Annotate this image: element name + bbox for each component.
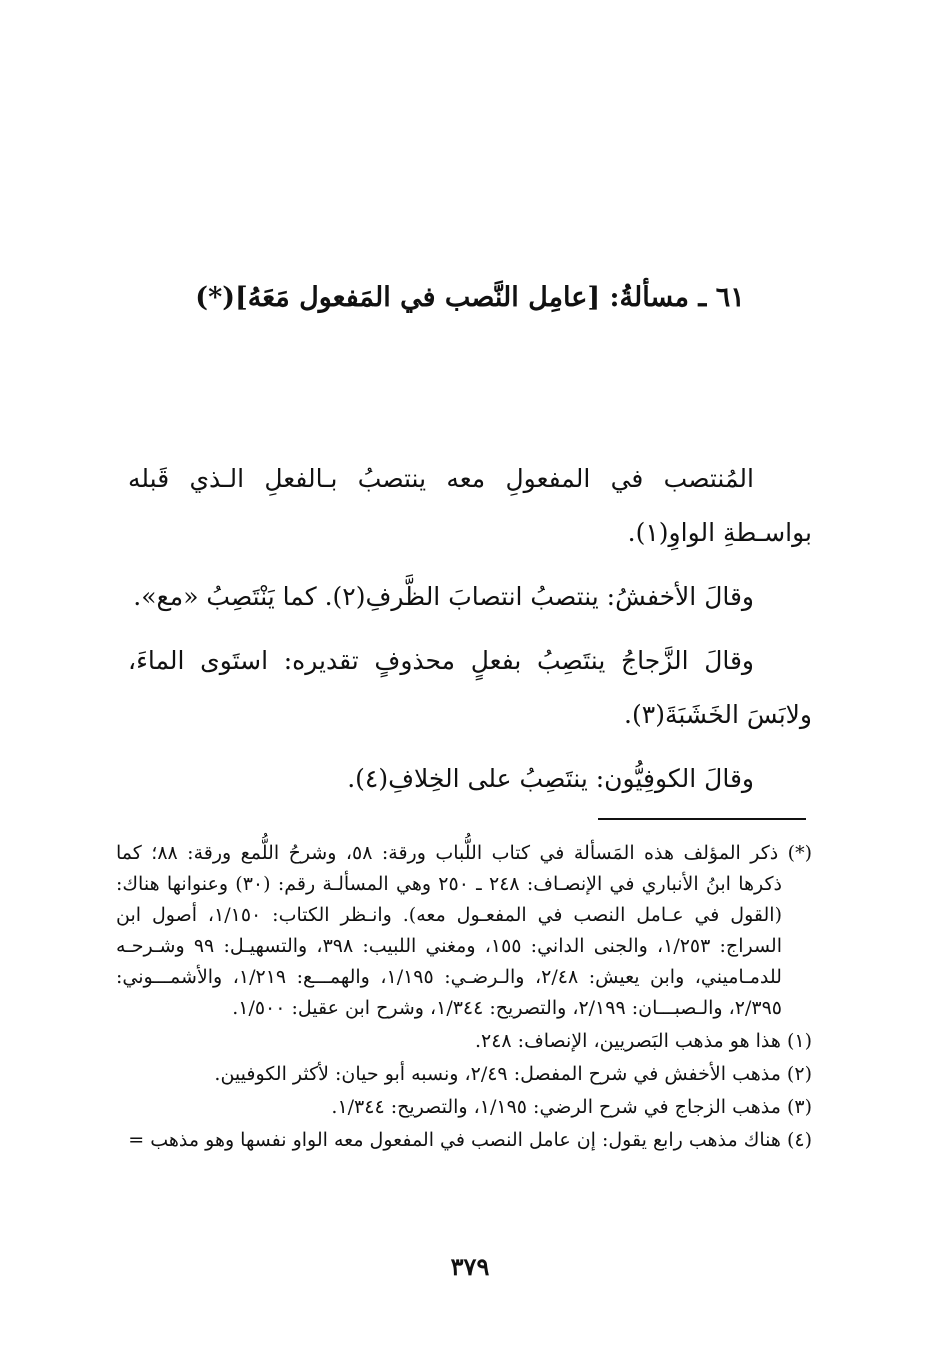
- paragraph-3: وقالَ الزَّجاجُ ينتَصِبُ بفعلٍ محذوفٍ تقديره: استَوى الماءَ، ولابَسَ الخَشَبَةَ(٣).: [128, 646, 812, 729]
- section-title: ٦١ ـ مسألةُ: [عامِل النَّصب في المَفعول مَعَهُ](*): [195, 282, 745, 313]
- footnote-4: (٤) هناك مذهب رابع يقول: إن عامل النصب في المفعول معه الواو نفسها وهو مذهب =: [128, 1129, 812, 1151]
- footnote-3: (٣) مذهب الزجاج في شرح الرضي: ١/١٩٥، والتصريح: ١/٣٤٤.: [331, 1096, 812, 1118]
- footnote-2: (٢) مذهب الأخفش في شرح المفصل: ٢/٤٩، ونسبه أبو حيان: لأكثر الكوفيين.: [214, 1063, 812, 1085]
- paragraph-1: المُنتصب في المفعولِ معه ينتصبُ بـالفعلِ الـذي قَبله بواسـطةِ الواوِ(١).: [128, 464, 812, 547]
- main-text: [128, 452, 812, 806]
- footnote-1: (١) هذا هو مذهب البَصريين، الإنصاف: ٢٤٨.: [474, 1030, 812, 1052]
- footnotes: [116, 838, 812, 1158]
- footnote-divider: [598, 818, 806, 820]
- paragraph-4: وقالَ الكوفِيُّون: ينتَصِبُ على الخِلافِ(٤).: [347, 764, 754, 793]
- paragraph-2: وقالَ الأخفشُ: ينتصبُ انتصابَ الظَّرفِ(٢). كما يَنْتَصِبُ «مع».: [133, 582, 754, 611]
- page-number: ٣٧٩: [450, 1252, 490, 1281]
- footnote-star: (*) ذكر المؤلف هذه المَسألة في كتاب اللُّباب ورقة: ٥٨، وشرحُ اللُّمع ورقة: ٨٨؛ كما ذكرها ابنُ الأنباري في الإنصـاف: ٢٤٨ ـ ٢٥٠ وهي المسألـة رقم: (٣٠) وعنوانها هناك: (القول في عـامل النصب في المفعـول معه). وانـظر الكتاب: ١/١٥٠، أصول ابن السراج: ١/٢٥٣، والجنى الداني: ١٥٥، ومغني اللبيب: ٣٩٨، والتسهيـل: ٩٩ وشـرحـه للدمـاميني، وابن يعيش: ٢/٤٨، والـرضـي: ١/١٩٥، والهمـــع: ١/٢١٩، والأشمـــوني: ٢/٣٩٥، والـصبـــان: ٢/١٩٩، والتصريح: ١/٣٤٤، وشرح ابن عقيل: ١/٥٠٠.: [116, 842, 812, 1019]
